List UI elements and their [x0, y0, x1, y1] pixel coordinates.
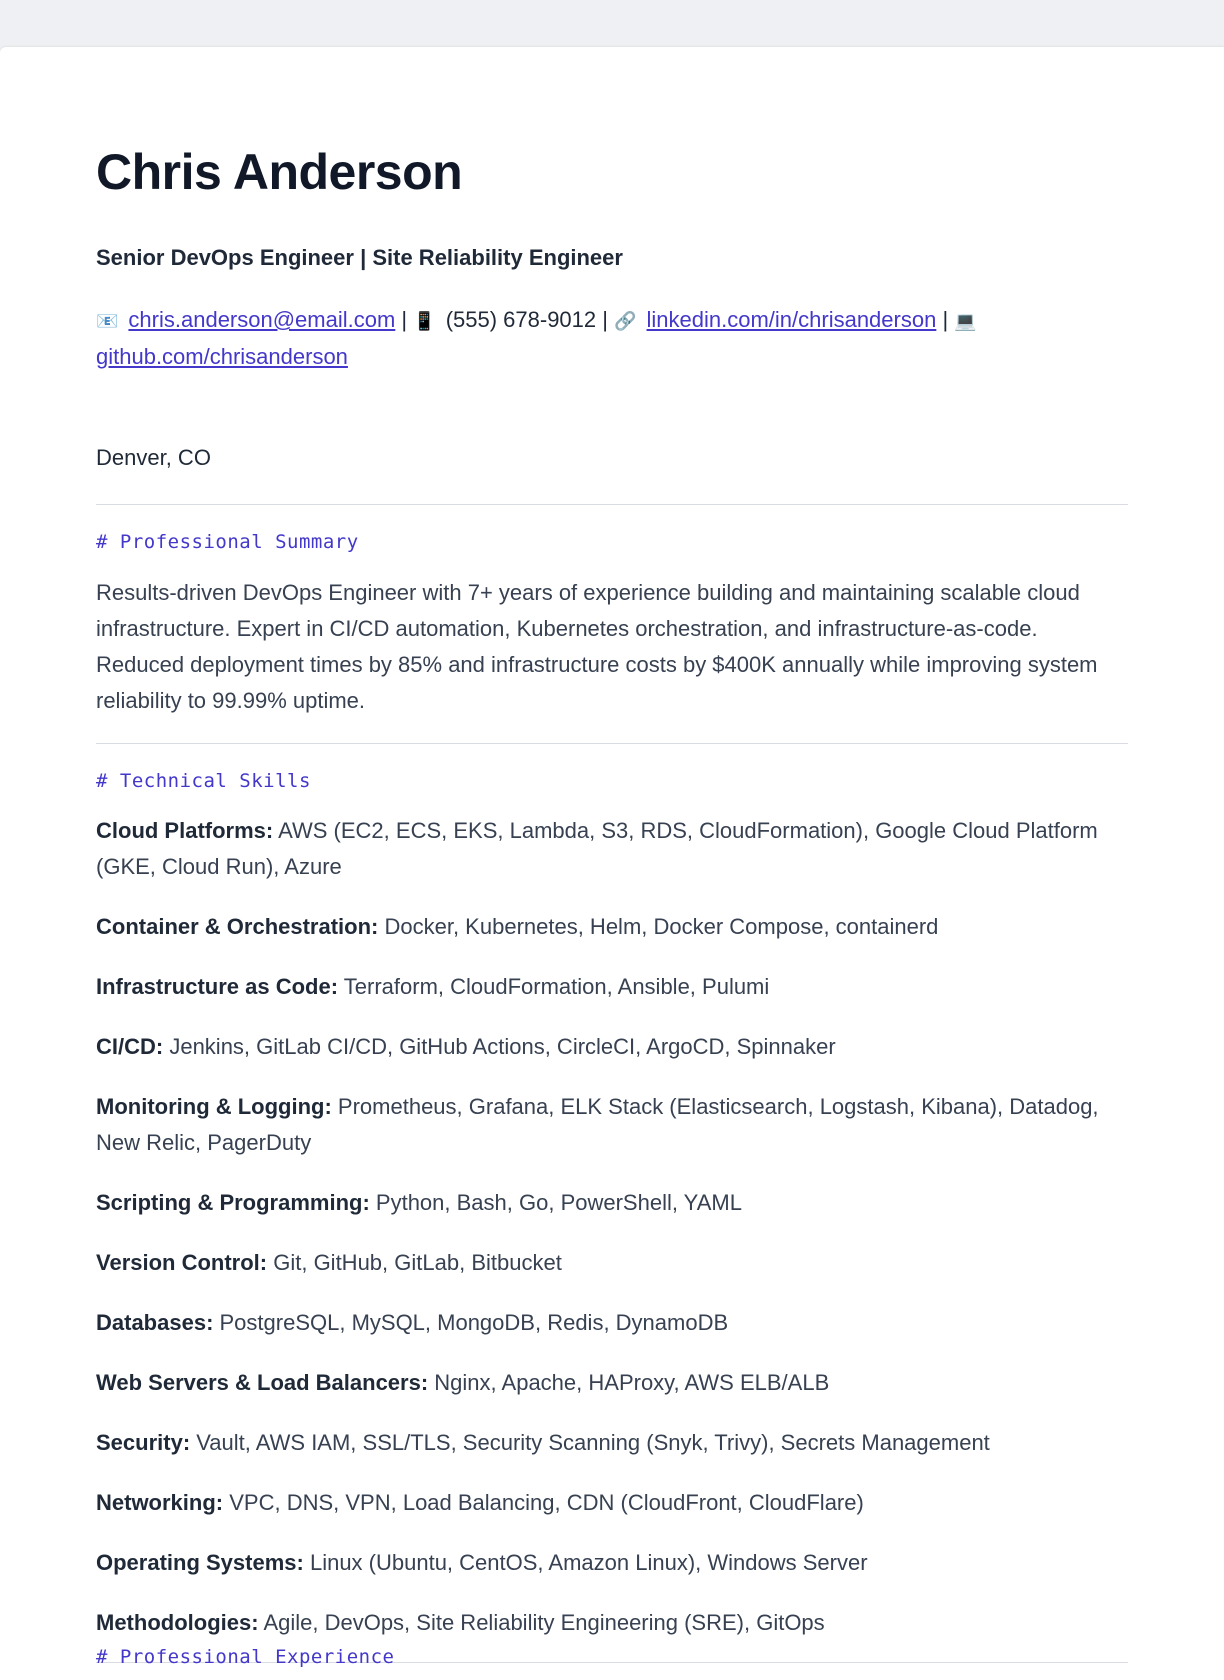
skill-label: Version Control: — [96, 1250, 268, 1275]
job-title: Senior DevOps Engineer | Site Reliability Engineer — [96, 245, 623, 270]
separator: | — [936, 307, 955, 332]
skill-label: Web Servers & Load Balancers: — [96, 1370, 429, 1395]
skill-label: Infrastructure as Code: — [96, 974, 339, 999]
skill-row — [96, 1245, 1128, 1281]
skill-value: PostgreSQL, MySQL, MongoDB, Redis, DynamoDB — [213, 1310, 729, 1335]
linkedin-link[interactable]: linkedin.com/in/chrisanderson — [646, 307, 937, 332]
skill-value: Vault, AWS IAM, SSL/TLS, Security Scanning (Snyk, Trivy), Secrets Management — [190, 1430, 990, 1455]
laptop-icon: 💻 — [954, 311, 977, 331]
divider — [96, 743, 1128, 744]
skill-value: Linux (Ubuntu, CentOS, Amazon Linux), Windows Server — [303, 1550, 868, 1575]
skill-value: Nginx, Apache, HAProxy, AWS ELB/ALB — [428, 1370, 830, 1395]
link-icon: 🔗 — [614, 311, 637, 331]
skill-row — [96, 1185, 1128, 1221]
skill-label: Networking: — [96, 1490, 224, 1515]
skill-row — [96, 1485, 1128, 1521]
skill-label: CI/CD: — [96, 1034, 164, 1059]
email-link[interactable]: chris.anderson@email.com — [128, 307, 396, 332]
location: Denver, CO — [96, 445, 211, 470]
skill-value: Prometheus, Grafana, ELK Stack (Elasticsearch, Logstash, Kibana), Datadog, New Relic, PagerDuty — [96, 1094, 1099, 1155]
skill-label: Monitoring & Logging: — [96, 1094, 332, 1119]
skill-label: Operating Systems: — [96, 1550, 304, 1575]
skill-label: Container & Orchestration: — [96, 914, 379, 939]
divider — [96, 504, 1128, 505]
skill-row — [96, 1605, 1128, 1641]
contact-line — [96, 302, 1128, 375]
skill-label: Methodologies: — [96, 1610, 259, 1635]
skill-label: Security: — [96, 1430, 191, 1455]
skill-value: VPC, DNS, VPN, Load Balancing, CDN (CloudFront, CloudFlare) — [223, 1490, 864, 1515]
skill-value: Jenkins, GitLab CI/CD, GitHub Actions, CircleCI, ArgoCD, Spinnaker — [163, 1034, 836, 1059]
separator: | — [395, 307, 414, 332]
skill-row — [96, 969, 1128, 1005]
skill-row — [96, 1545, 1128, 1581]
skill-row — [96, 1305, 1128, 1341]
skill-label: Databases: — [96, 1310, 214, 1335]
skill-row — [96, 1365, 1128, 1401]
skill-value: Docker, Kubernetes, Helm, Docker Compose, containerd — [378, 914, 939, 939]
skill-value: AWS (EC2, ECS, EKS, Lambda, S3, RDS, CloudFormation), Google Cloud Platform (GKE, Cloud Run), Azure — [96, 818, 1098, 879]
skill-row — [96, 1425, 1128, 1461]
skill-label: Cloud Platforms: — [96, 818, 274, 843]
skill-value: Python, Bash, Go, PowerShell, YAML — [369, 1190, 742, 1215]
skill-row — [96, 1089, 1128, 1161]
resume-page — [0, 47, 1224, 1680]
skill-value: Terraform, CloudFormation, Ansible, Pulumi — [338, 974, 770, 999]
skill-row — [96, 1029, 1128, 1065]
section-heading-summary: # Professional Summary — [96, 531, 359, 553]
github-link[interactable]: github.com/chrisanderson — [96, 344, 348, 369]
skill-row — [96, 813, 1128, 885]
phone-icon: 📱 — [413, 311, 436, 331]
email-icon: 📧 — [96, 311, 119, 331]
skill-label: Scripting & Programming: — [96, 1190, 370, 1215]
skill-value: Git, GitHub, GitLab, Bitbucket — [267, 1250, 562, 1275]
section-heading-experience: # Professional Experience — [96, 1646, 395, 1668]
phone-number: (555) 678-9012 — [445, 307, 597, 332]
summary-text: Results-driven DevOps Engineer with 7+ years of experience building and maintaining scalable cloud infrastructure. Expert in CI/CD automation, Kubernetes orchestration, and infrastructure-as-code. Reduced deployment times by 85% and infrastructure costs by $400K annually while improving system reliability to 99.99% uptime. — [96, 580, 1098, 713]
skill-value: Agile, DevOps, Site Reliability Engineering (SRE), GitOps — [258, 1610, 825, 1635]
separator: | — [596, 307, 615, 332]
section-heading-skills: # Technical Skills — [96, 770, 311, 792]
skill-row — [96, 909, 1128, 945]
candidate-name: Chris Anderson — [96, 144, 463, 200]
